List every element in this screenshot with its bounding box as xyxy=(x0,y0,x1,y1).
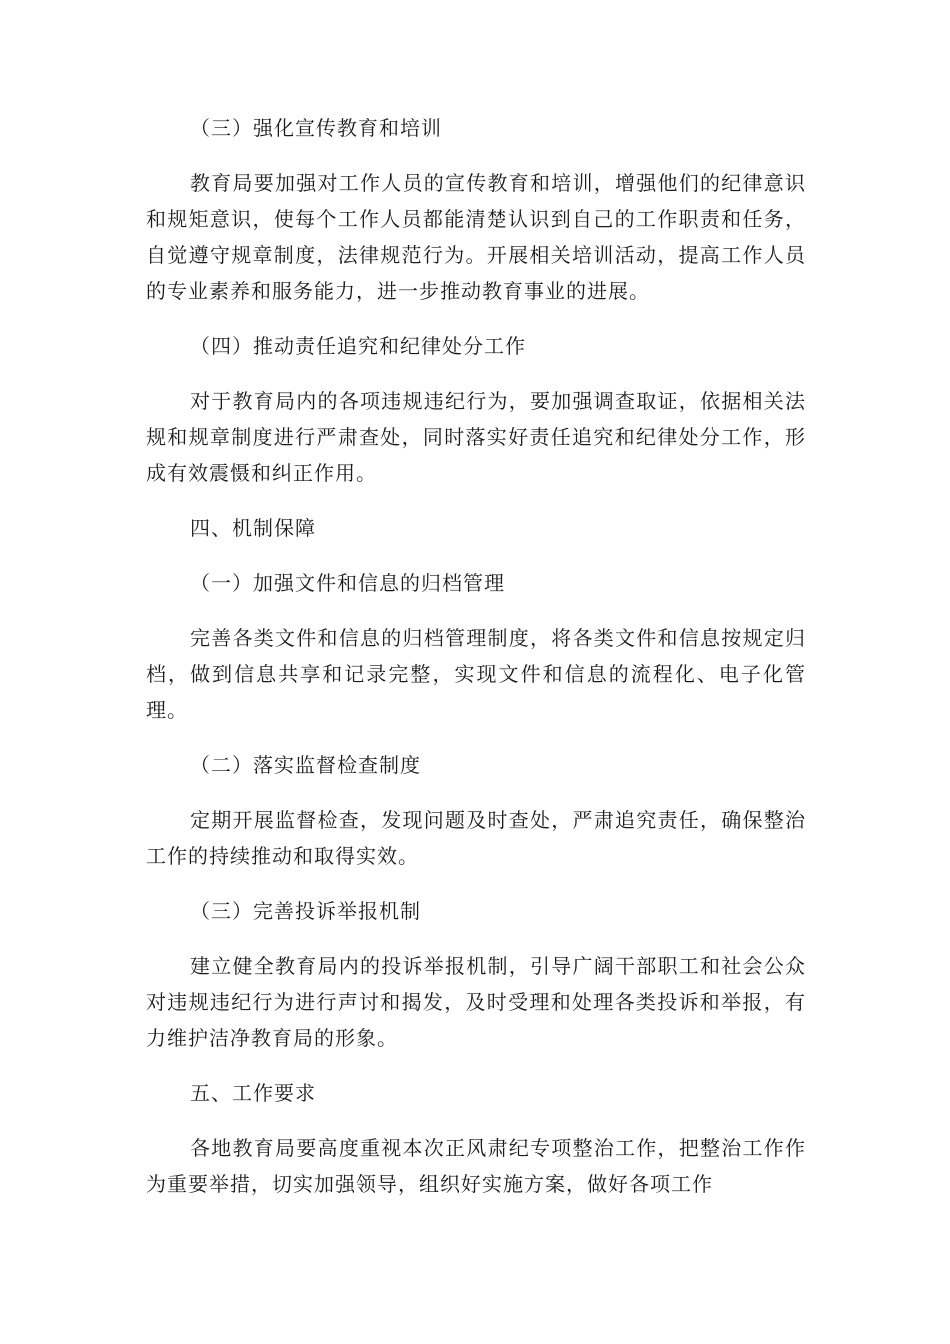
chapter-heading: 五、工作要求 xyxy=(190,1081,316,1105)
paragraph: 教育局要加强对工作人员的宣传教育和培训，增强他们的纪律意识和规矩意识，使每个工作人员都能清楚认识到自己的工作职责和任务，自觉遵守规章制度，法律规范行为。开展相关培训活动，提高工作人员的专业素养和服务能力，进一步推动教育事业的进展。 xyxy=(146,171,806,303)
section-heading: （三）完善投诉举报机制 xyxy=(190,899,421,923)
section-heading: （二）落实监督检查制度 xyxy=(190,753,421,777)
chapter-heading: 四、机制保障 xyxy=(190,516,316,540)
section-heading: （三）强化宣传教育和培训 xyxy=(190,116,442,140)
paragraph: 对于教育局内的各项违规违纪行为，要加强调查取证，依据相关法规和规章制度进行严肃查处，同时落实好责任追究和纪律处分工作，形成有效震慑和纠正作用。 xyxy=(146,389,806,485)
paragraph: 建立健全教育局内的投诉举报机制，引导广阔干部职工和社会公众对违规违纪行为进行声讨和揭发，及时受理和处理各类投诉和举报，有力维护洁净教育局的形象。 xyxy=(146,954,806,1050)
paragraph: 定期开展监督检查，发现问题及时查处，严肃追究责任，确保整治工作的持续推动和取得实效。 xyxy=(146,808,806,868)
paragraph: 完善各类文件和信息的归档管理制度，将各类文件和信息按规定归档，做到信息共享和记录完整，实现文件和信息的流程化、电子化管理。 xyxy=(146,626,806,722)
document-body xyxy=(146,110,806,1221)
paragraph: 各地教育局要高度重视本次正风肃纪专项整治工作，把整治工作作为重要举措，切实加强领导，组织好实施方案，做好各项工作 xyxy=(146,1136,806,1196)
section-heading: （四）推动责任追究和纪律处分工作 xyxy=(190,334,526,358)
section-heading: （一）加强文件和信息的归档管理 xyxy=(190,571,505,595)
